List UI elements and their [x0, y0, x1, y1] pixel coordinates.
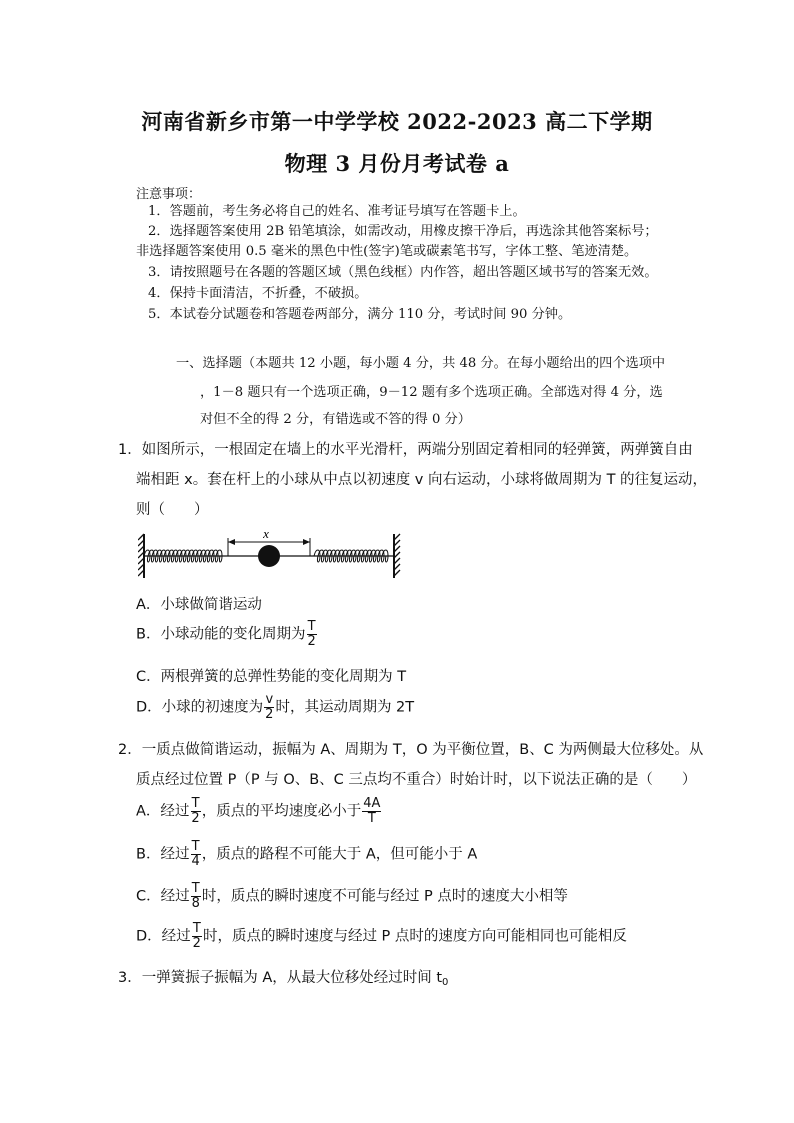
note-item-3: 3．请按照题号在各题的答题区域（黑色线框）内作答，超出答题区域书写的答案无效。: [148, 265, 658, 280]
q1-stem-line3: 则（ ）: [136, 502, 209, 518]
q3-stem-text: 3．一弹簧振子振幅为 A，从最大位移处经过时间 t: [118, 970, 443, 986]
q1-stem-line2: 端相距 x。套在杆上的小球从中点以初速度 v 向右运动，小球将做周期为 T 的往复运动，: [136, 472, 708, 488]
q2-option-a-text: A．经过: [136, 803, 190, 820]
fraction-denominator: 2: [307, 634, 316, 649]
q1-stem-line1: 1．如图所示，一根固定在墙上的水平光滑杆，两端分别固定着相同的轻弹簧，两弹簧自由: [118, 442, 693, 458]
fraction-numerator: T: [307, 619, 316, 634]
q1-option-d: [136, 693, 414, 722]
note-item-2: 2．选择题答案使用 2B 铅笔填涂，如需改动，用橡皮擦干净后，再选涂其他答案标号；: [148, 224, 658, 239]
fraction-numerator: T: [191, 796, 200, 811]
section-instructions-line2: ，1－8 题只有一个选项正确，9－12 题有多个选项正确。全部选对得 4 分，选: [200, 385, 663, 400]
q2-stem-line1: 2．一质点做简谐运动，振幅为 A、周期为 T，O 为平衡位置，B、C 为两侧最大位移处。从: [118, 742, 704, 758]
q2-option-d-tail: 时，质点的瞬时速度与经过 P 点时的速度方向可能相同也可能相反: [202, 928, 627, 945]
q1-option-b: [136, 620, 318, 649]
notes-heading: 注意事项：: [136, 187, 202, 202]
fraction-numerator: T: [191, 839, 200, 854]
q2-option-d-text: D．经过: [136, 928, 191, 945]
q1-option-a: A．小球做简谐运动: [136, 597, 262, 613]
fraction-denominator: 2: [265, 707, 274, 722]
exam-title-line2: 物理 3 月份月考试卷 a: [284, 151, 510, 176]
q2-option-a-fraction2: [362, 797, 381, 826]
q1-option-b-text: B．小球动能的变化周期为: [136, 626, 306, 643]
exam-title-line1: 河南省新乡市第一中学学校 2022-2023 高二下学期: [141, 109, 653, 134]
q2-option-a: [136, 797, 382, 826]
fraction-numerator: T: [192, 921, 201, 936]
q2-option-a-fraction1: [190, 797, 200, 826]
fraction-denominator: T: [367, 811, 376, 826]
gap-label-x: x: [263, 526, 269, 541]
q2-option-c-tail: 时，质点的瞬时速度不可能与经过 P 点时的速度大小相等: [201, 888, 568, 905]
q2-stem-line2: 质点经过位置 P（P 与 O、B、C 三点均不重合）时始计时，以下说法正确的是（ ）: [136, 772, 697, 788]
q2-option-b: [136, 840, 477, 869]
section-instructions-line1: 一、选择题（本题共 12 小题，每小题 4 分，共 48 分。在每小题给出的四个选项中: [176, 356, 666, 371]
right-wall: [394, 534, 400, 578]
note-item-5: 5．本试卷分试题卷和答题卷两部分，满分 110 分，考试时间 90 分钟。: [148, 307, 572, 322]
ball: [258, 545, 280, 567]
q3-subscript: 0: [442, 977, 449, 988]
q1-spring-figure: [138, 524, 406, 580]
q1-option-d-tail: 时，其运动周期为 2T: [275, 699, 415, 716]
q2-option-b-fraction: [190, 840, 200, 869]
note-item-4: 4．保持卡面清洁，不折叠，不破损。: [148, 286, 368, 301]
q2-option-d-fraction: [192, 922, 202, 951]
q2-option-b-tail: ，质点的路程不可能大于 A，但可能小于 A: [201, 846, 478, 863]
q2-option-d: [136, 922, 627, 951]
q2-option-c-text: C．经过: [136, 888, 190, 905]
fraction-denominator: 2: [192, 936, 201, 951]
q3-stem-line1: [118, 966, 448, 988]
gap-arrow-right: [303, 539, 310, 545]
q2-option-a-mid: ，质点的平均速度必小于: [201, 803, 362, 820]
note-item-1: 1．答题前，考生务必将自己的姓名、准考证号填写在答题卡上。: [148, 204, 526, 219]
fraction-numerator: 4A: [363, 796, 381, 811]
q1-option-b-fraction: [306, 620, 316, 649]
fraction-numerator: T: [191, 881, 200, 896]
q1-option-d-text: D．小球的初速度为: [136, 699, 264, 716]
q2-option-b-text: B．经过: [136, 846, 190, 863]
gap-arrow-left: [228, 539, 235, 545]
fraction-denominator: 2: [191, 811, 200, 826]
q1-option-c: C．两根弹簧的总弹性势能的变化周期为 T: [136, 669, 407, 685]
q2-option-c-fraction: [191, 882, 201, 911]
fraction-denominator: 4: [191, 854, 200, 869]
section-instructions-line3: 对但不全的得 2 分，有错选或不答的得 0 分）: [200, 412, 471, 427]
q2-option-c: [136, 882, 568, 911]
q1-option-d-fraction: [264, 693, 274, 722]
left-wall: [138, 534, 144, 578]
note-item-2-cont: 非选择题答案使用 0.5 毫米的黑色中性(签字)笔或碳素笔书写，字体工整、笔迹清楚。: [136, 244, 638, 259]
fraction-denominator: 8: [191, 896, 200, 911]
fraction-numerator: v: [265, 692, 274, 707]
